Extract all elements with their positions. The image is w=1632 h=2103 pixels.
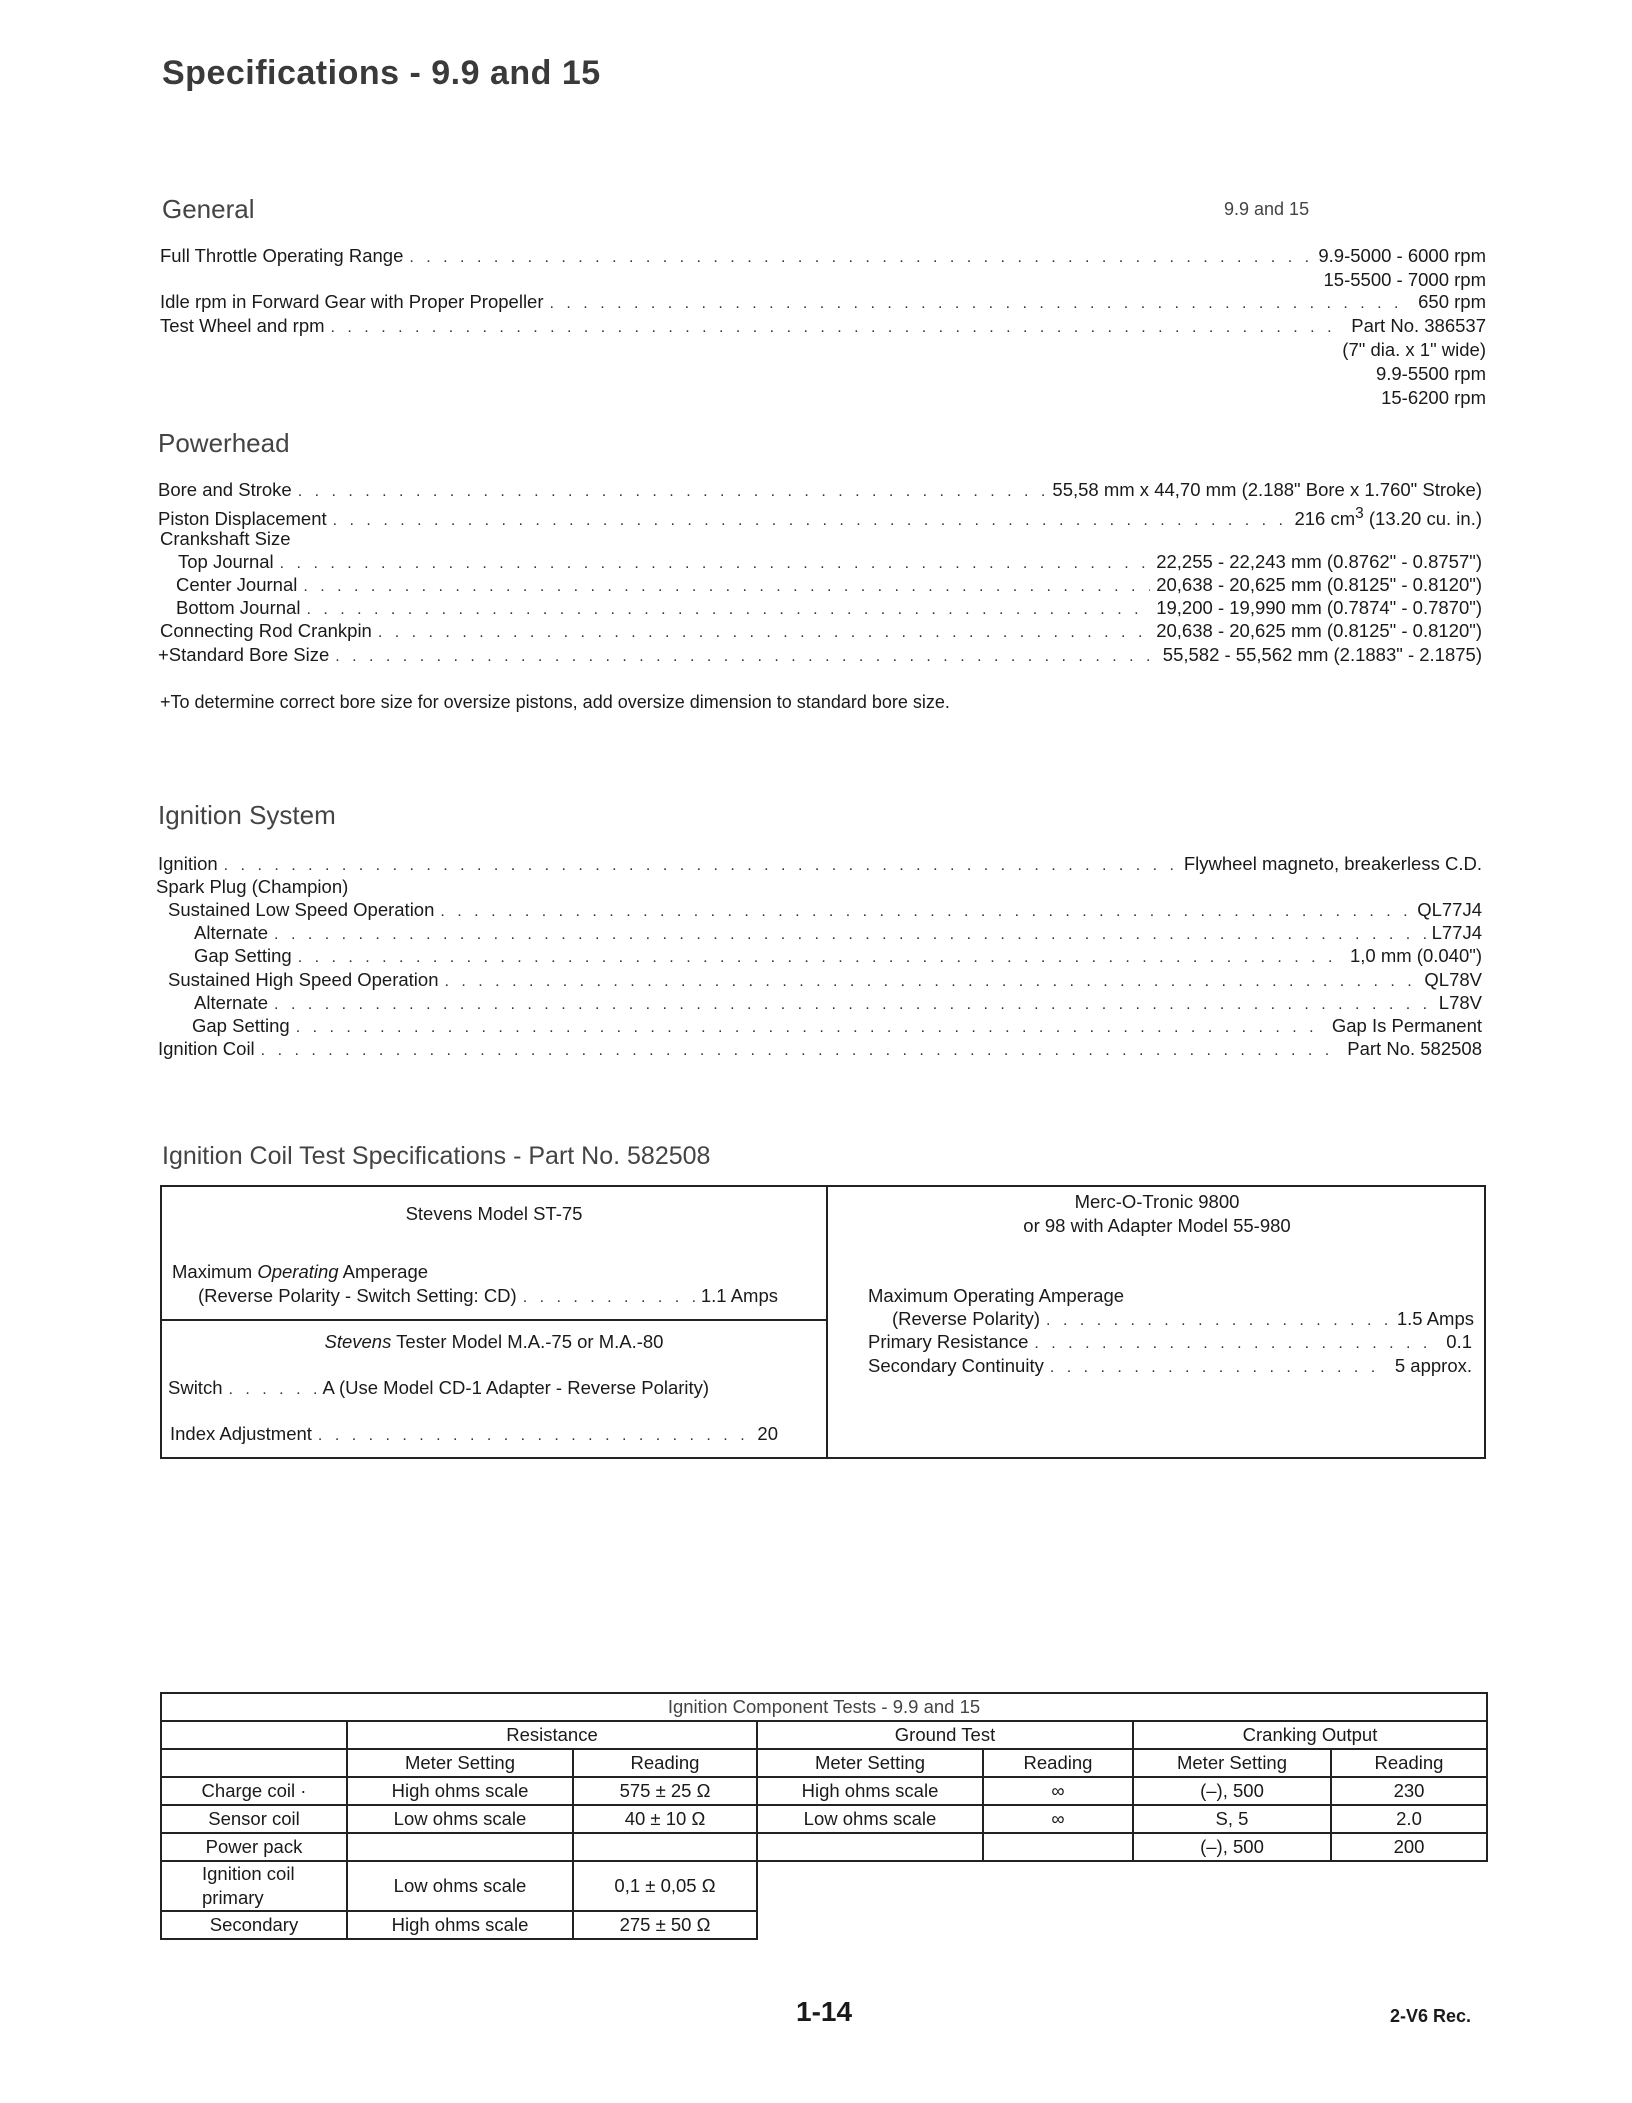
leader-dots <box>1034 1332 1440 1356</box>
top-journal-value: 22,255 - 22,243 mm (0.8762" - 0.8757") <box>1156 551 1482 572</box>
merc-primary-label: Primary Resistance <box>868 1331 1029 1352</box>
standard-bore-label: +Standard Bore Size <box>158 644 330 665</box>
bottom-journal-value: 19,200 - 19,990 mm (0.7874" - 0.7870") <box>1156 597 1482 618</box>
merc-primary-row <box>868 1330 1472 1354</box>
merc-secondary-label: Secondary Continuity <box>868 1355 1044 1376</box>
index-value: 20 <box>757 1423 778 1444</box>
table-sub-header: Meter Setting <box>347 1749 573 1777</box>
merc-max-label: Maximum Operating Amperage <box>868 1285 1125 1306</box>
general-column-header: 9.9 and 15 <box>1224 199 1310 219</box>
displacement-value-unit: (13.20 cu. in.) <box>1363 508 1482 530</box>
table-cell: ∞ <box>983 1805 1133 1833</box>
ignition-label: Ignition <box>158 853 218 874</box>
alternate-1-value: L77J4 <box>1431 922 1482 943</box>
bore-note: +To determine correct bore size for oversize pistons, add oversize dimension to standard bore size. <box>160 692 950 712</box>
gap-1-value: 1,0 mm (0.040") <box>1349 945 1482 966</box>
merc-reverse-value: 1.5 Amps <box>1396 1308 1474 1329</box>
leader-dots <box>298 480 1047 504</box>
high-speed-label: Sustained High Speed Operation <box>168 969 439 990</box>
table-row <box>161 1861 1487 1911</box>
idle-row <box>160 290 1486 314</box>
powerhead-title: Powerhead <box>158 428 290 458</box>
table-cell: Low ohms scale <box>757 1805 983 1833</box>
ignition-coil-value: Part No. 582508 <box>1347 1038 1482 1059</box>
table-header-blank <box>161 1749 347 1777</box>
alternate-1-label: Alternate <box>194 922 269 943</box>
leader-dots <box>318 1424 752 1448</box>
high-speed-value: QL78V <box>1424 969 1482 990</box>
table-empty-area <box>757 1911 1487 1939</box>
alternate-2-value: L78V <box>1438 992 1482 1013</box>
table-row <box>161 1833 1487 1861</box>
top-journal-label: Top Journal <box>178 551 274 572</box>
table-cell: 275 ± 50 Ω <box>573 1911 757 1939</box>
ignition-title: Ignition System <box>158 800 336 830</box>
crankshaft-label: Crankshaft Size <box>160 528 291 549</box>
connecting-rod-value: 20,638 - 20,625 mm (0.8125" - 0.8120") <box>1156 620 1482 641</box>
leader-dots <box>335 645 1157 669</box>
leader-dots <box>298 946 1344 970</box>
stevens-max-label-b: Operating <box>257 1261 339 1282</box>
table-title: Ignition Component Tests - 9.9 and 15 <box>161 1693 1487 1721</box>
bottom-journal-label: Bottom Journal <box>176 597 301 618</box>
merc-secondary-value: 5 approx. <box>1394 1355 1472 1376</box>
connecting-rod-row <box>160 619 1482 643</box>
full-throttle-value: 9.9-5000 - 6000 rpm <box>1318 245 1486 266</box>
table-cell: (–), 500 <box>1133 1833 1331 1861</box>
full-throttle-value-2: 15-5500 - 7000 rpm <box>1323 269 1486 290</box>
table-cell: 230 <box>1331 1777 1487 1805</box>
gap-2-label: Gap Setting <box>192 1015 290 1036</box>
stevens-reverse-value: 1.1 Amps <box>700 1285 778 1306</box>
spark-plug-label: Spark Plug (Champion) <box>156 876 349 897</box>
table-header-blank <box>161 1721 347 1749</box>
merc-header-2: or 98 with Adapter Model 55-980 <box>1023 1215 1291 1236</box>
bore-row <box>158 478 1482 502</box>
table-cell: Low ohms scale <box>347 1805 573 1833</box>
test-wheel-value-2: (7" dia. x 1" wide) <box>1342 339 1486 360</box>
full-throttle-label: Full Throttle Operating Range <box>160 245 404 266</box>
alternate-1-row <box>194 921 1482 945</box>
table-cell: Power pack <box>161 1833 347 1861</box>
tester-header-model: Tester Model M.A.-75 or M.A.-80 <box>391 1331 664 1352</box>
table-cell: Secondary <box>161 1911 347 1939</box>
table-cell: Sensor coil <box>161 1805 347 1833</box>
high-speed-row <box>168 968 1482 992</box>
displacement-value-main: 216 cm <box>1294 508 1356 530</box>
table-group-ground-test: Ground Test <box>757 1721 1133 1749</box>
displacement-label: Piston Displacement <box>158 508 327 530</box>
table-row <box>161 1805 1487 1833</box>
page-number: 1-14 <box>796 1996 853 2027</box>
table-cell: High ohms scale <box>347 1777 573 1805</box>
table-cell: High ohms scale <box>757 1777 983 1805</box>
table-cell: 200 <box>1331 1833 1487 1861</box>
leader-dots <box>229 1378 317 1402</box>
coil-test-divider-horizontal <box>160 1319 828 1321</box>
top-journal-row <box>178 550 1482 574</box>
test-wheel-value: Part No. 386537 <box>1351 315 1486 336</box>
idle-label: Idle rpm in Forward Gear with Proper Propeller <box>160 291 544 312</box>
table-sub-header-row <box>161 1749 1487 1777</box>
revision-code: 2-V6 Rec. <box>1390 2006 1472 2026</box>
table-group-header-row <box>161 1721 1487 1749</box>
idle-value: 650 rpm <box>1418 291 1486 312</box>
center-journal-label: Center Journal <box>176 574 298 595</box>
component-tests-table <box>160 1692 1488 1940</box>
table-cell: 2.0 <box>1331 1805 1487 1833</box>
table-sub-header: Meter Setting <box>757 1749 983 1777</box>
table-cell <box>347 1833 573 1861</box>
tester-header <box>160 1330 828 1354</box>
test-wheel-value-4: 15-6200 rpm <box>1381 387 1486 408</box>
index-label: Index Adjustment <box>170 1423 312 1444</box>
table-row <box>161 1911 1487 1939</box>
switch-value: A (Use Model CD-1 Adapter - Reverse Polarity) <box>322 1377 710 1398</box>
table-cell: Ignition coil primary <box>161 1861 347 1911</box>
stevens-reverse-row <box>198 1284 778 1308</box>
stevens-header: Stevens Model ST-75 <box>405 1203 583 1224</box>
center-journal-value: 20,638 - 20,625 mm (0.8125" - 0.8120") <box>1156 574 1482 595</box>
table-cell: High ohms scale <box>347 1911 573 1939</box>
leader-dots <box>523 1286 695 1310</box>
merc-header-1: Merc-O-Tronic 9800 <box>1074 1191 1240 1212</box>
table-title-row <box>161 1693 1487 1721</box>
displacement-value-sup: 3 <box>1355 505 1364 522</box>
merc-reverse-label: (Reverse Polarity) <box>892 1308 1041 1329</box>
table-cell: 0,1 ± 0,05 Ω <box>573 1861 757 1911</box>
displacement-value <box>1294 502 1482 531</box>
alternate-2-label: Alternate <box>194 992 269 1013</box>
stevens-reverse-label: (Reverse Polarity - Switch Setting: CD) <box>198 1285 517 1306</box>
gap-1-row <box>194 944 1482 968</box>
leader-dots <box>1050 1356 1389 1380</box>
leader-dots <box>409 246 1312 270</box>
merc-reverse-row <box>892 1307 1474 1331</box>
merc-primary-value: 0.1 <box>1446 1331 1472 1352</box>
table-group-resistance: Resistance <box>347 1721 757 1749</box>
test-wheel-row <box>160 314 1486 338</box>
bottom-journal-row <box>176 596 1482 620</box>
test-wheel-label: Test Wheel and rpm <box>160 315 325 336</box>
ignition-row <box>158 852 1482 876</box>
table-sub-header: Reading <box>573 1749 757 1777</box>
ignition-coil-label: Ignition Coil <box>158 1038 255 1059</box>
leader-dots <box>224 854 1178 878</box>
switch-row <box>168 1376 778 1400</box>
tester-header-brand: Stevens <box>324 1331 392 1352</box>
switch-label: Switch <box>168 1377 223 1398</box>
table-cell: 40 ± 10 Ω <box>573 1805 757 1833</box>
coil-test-title: Ignition Coil Test Specifications - Part No. 582508 <box>162 1142 711 1170</box>
low-speed-label: Sustained Low Speed Operation <box>168 899 435 920</box>
standard-bore-value: 55,582 - 55,562 mm (2.1883" - 2.1875) <box>1162 644 1482 665</box>
gap-2-value: Gap Is Permanent <box>1331 1015 1482 1036</box>
index-row <box>170 1422 778 1446</box>
test-wheel-value-3: 9.9-5500 rpm <box>1375 363 1486 384</box>
gap-2-row <box>192 1014 1482 1038</box>
table-row <box>161 1777 1487 1805</box>
displacement-row <box>158 502 1482 530</box>
table-cell: Charge coil · <box>161 1777 347 1805</box>
standard-bore-row <box>158 643 1482 667</box>
stevens-max-label <box>172 1260 428 1284</box>
table-sub-header: Reading <box>983 1749 1133 1777</box>
table-empty-area <box>757 1861 1487 1911</box>
table-group-cranking-output: Cranking Output <box>1133 1721 1487 1749</box>
table-cell <box>573 1833 757 1861</box>
leader-dots <box>261 1039 1342 1063</box>
alternate-2-row <box>194 991 1482 1015</box>
center-journal-row <box>176 573 1482 597</box>
table-cell: 575 ± 25 Ω <box>573 1777 757 1805</box>
table-cell: (–), 500 <box>1133 1777 1331 1805</box>
general-title: General <box>162 194 255 224</box>
ignition-coil-row <box>158 1037 1482 1061</box>
stevens-max-label-a: Maximum <box>172 1261 258 1282</box>
leader-dots <box>333 509 1289 533</box>
ignition-value: Flywheel magneto, breakerless C.D. <box>1183 853 1482 874</box>
table-sub-header: Meter Setting <box>1133 1749 1331 1777</box>
table-cell: Low ohms scale <box>347 1861 573 1911</box>
leader-dots <box>550 292 1413 316</box>
table-sub-header: Reading <box>1331 1749 1487 1777</box>
table-cell: S, 5 <box>1133 1805 1331 1833</box>
page-title: Specifications - 9.9 and 15 <box>162 54 601 92</box>
bore-label: Bore and Stroke <box>158 479 292 500</box>
merc-secondary-row <box>868 1354 1472 1378</box>
low-speed-value: QL77J4 <box>1417 899 1482 920</box>
leader-dots <box>331 316 1346 340</box>
table-cell: ∞ <box>983 1777 1133 1805</box>
bore-value: 55,58 mm x 44,70 mm (2.188" Bore x 1.760" Stroke) <box>1052 479 1482 500</box>
table-cell <box>757 1833 983 1861</box>
leader-dots <box>378 621 1150 645</box>
gap-1-label: Gap Setting <box>194 945 292 966</box>
full-throttle-row <box>160 244 1486 268</box>
stevens-max-label-c: Amperage <box>338 1261 429 1282</box>
connecting-rod-label: Connecting Rod Crankpin <box>160 620 372 641</box>
low-speed-row <box>168 898 1482 922</box>
table-cell <box>983 1833 1133 1861</box>
